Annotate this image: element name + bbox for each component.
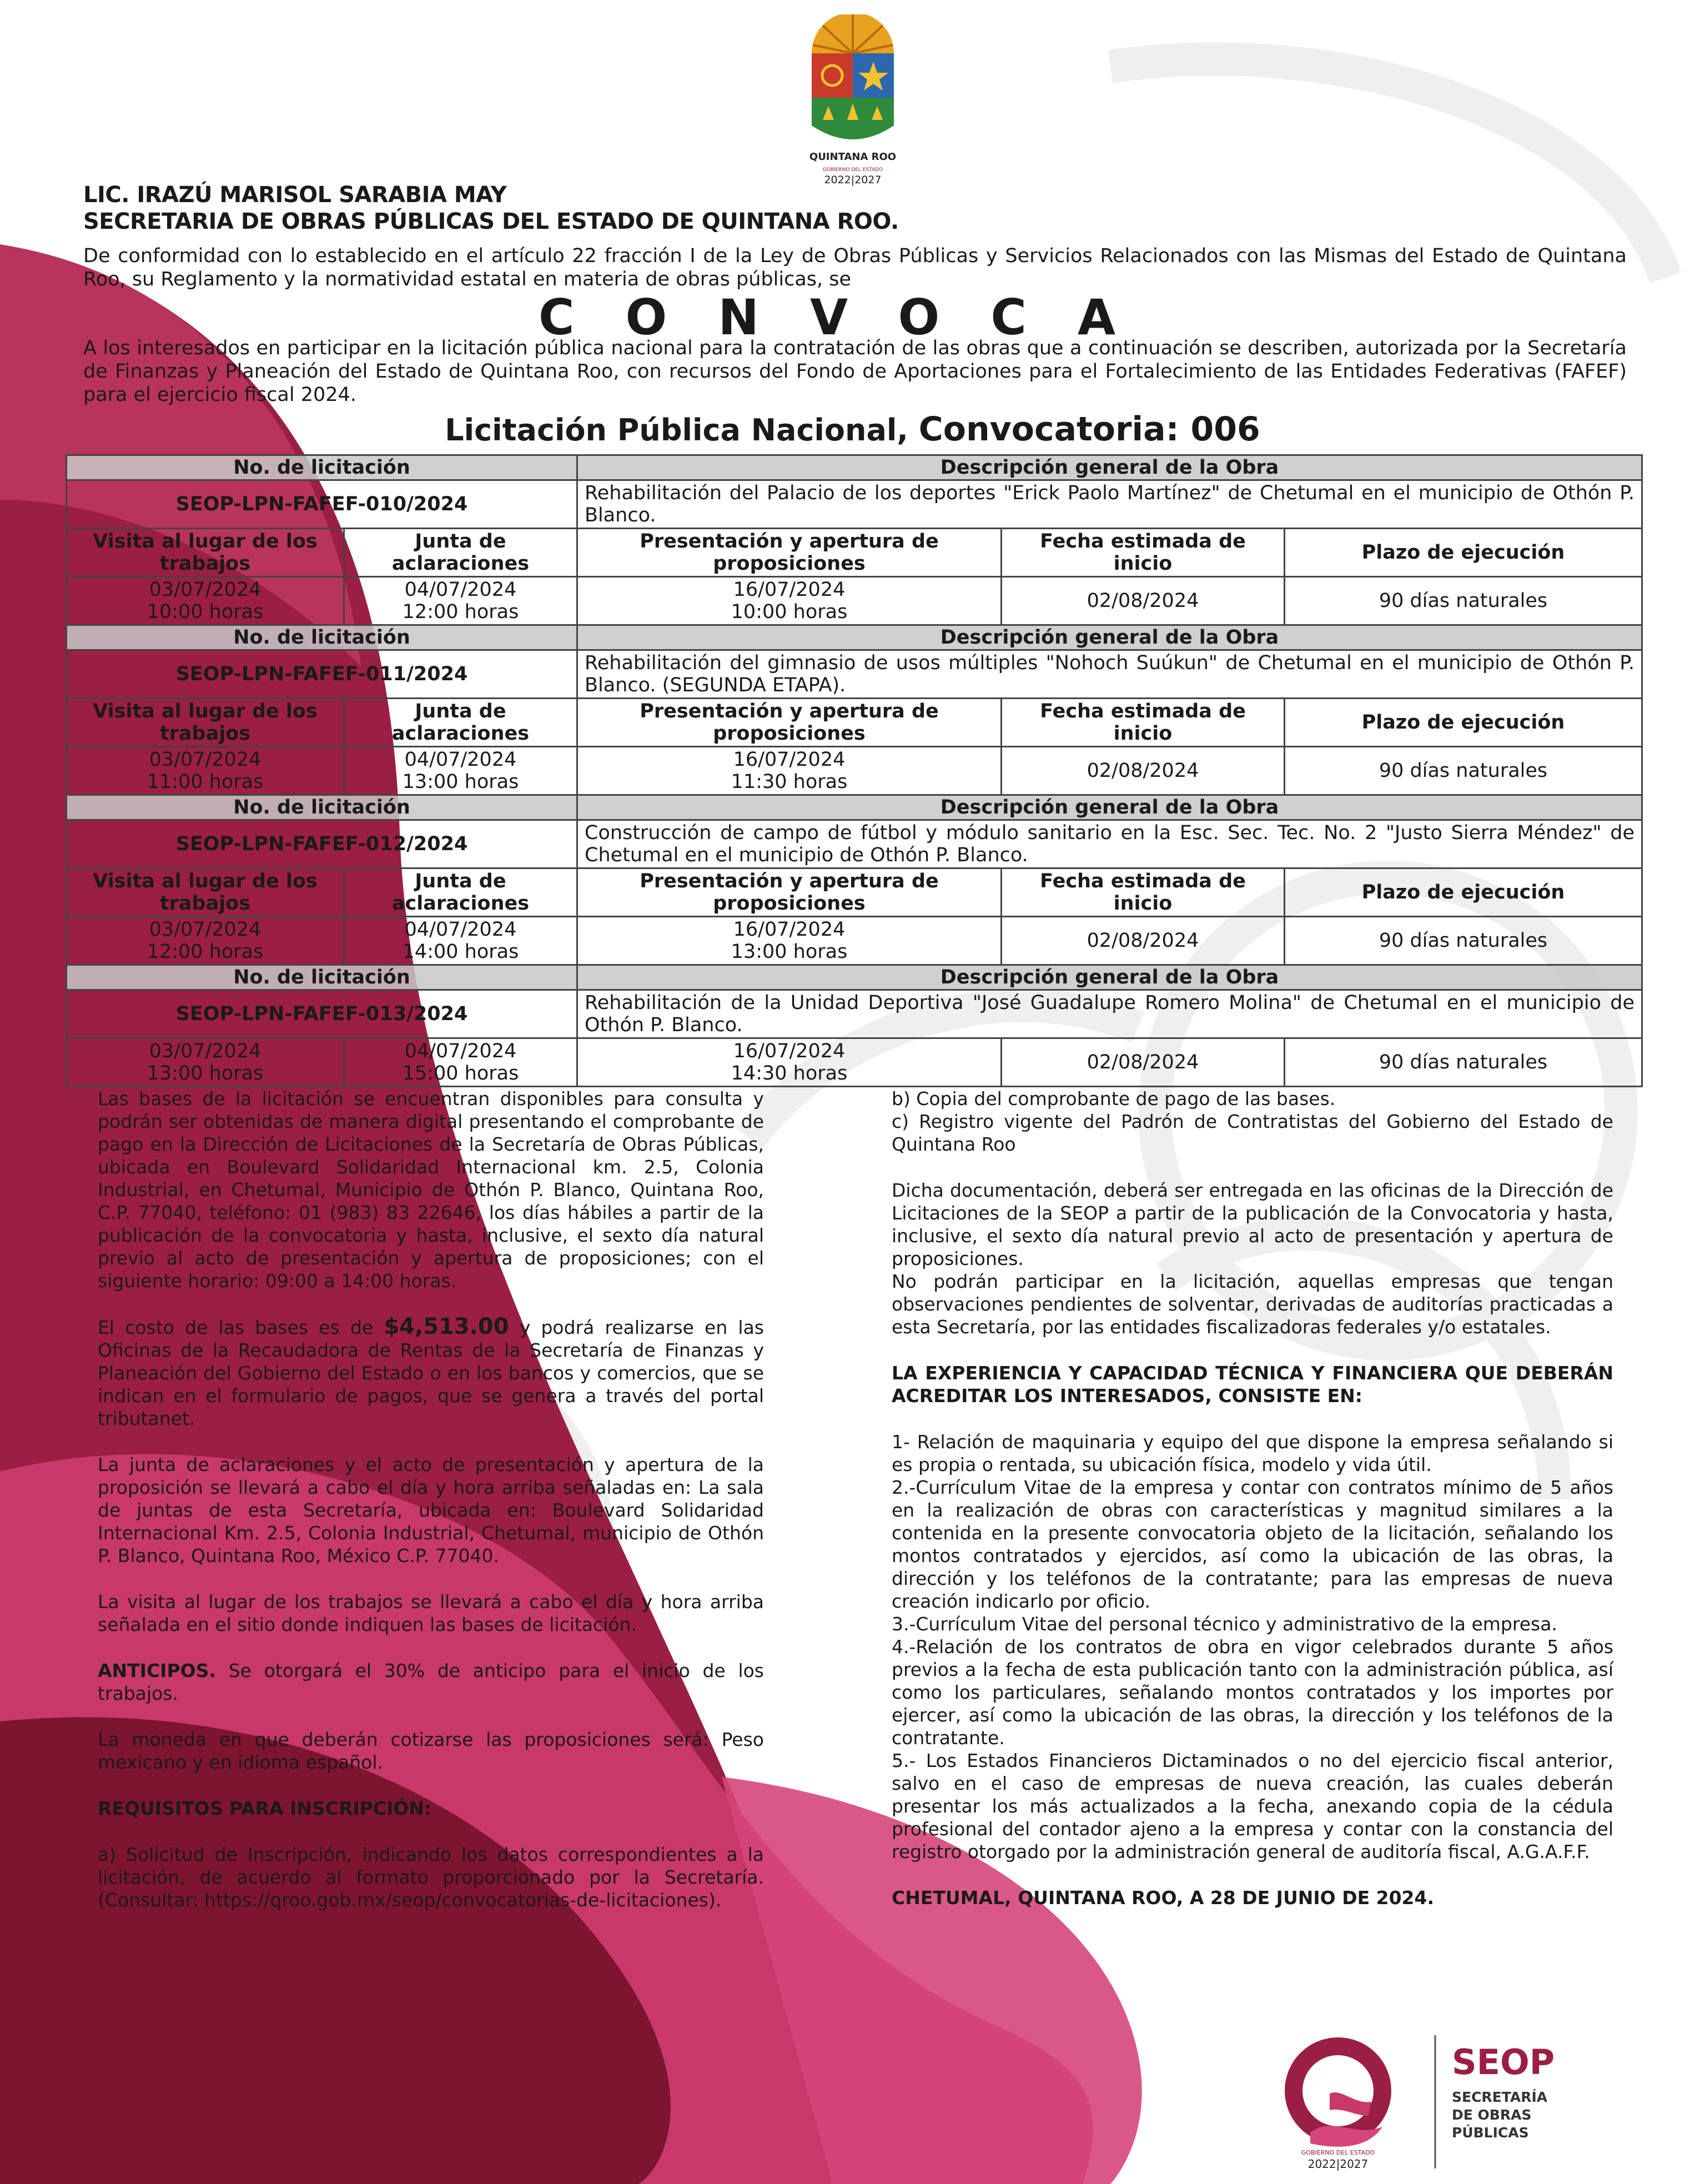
- plazo-cell: 90 días naturales: [1285, 747, 1642, 795]
- visita-cell: [67, 577, 344, 625]
- header-descripcion: Descripción general de la Obra: [577, 795, 1642, 820]
- bases-cost: $4,513.00: [384, 1314, 509, 1339]
- presentacion-cell: [577, 747, 1002, 795]
- table-row: [67, 990, 1642, 1038]
- closing-line: CHETUMAL, QUINTANA ROO, A 28 DE JUNIO DE 2024.: [892, 1887, 1434, 1909]
- header-descripcion: Descripción general de la Obra: [577, 455, 1642, 480]
- header-presentacion: Presentación y apertura de proposiciones: [577, 868, 1002, 917]
- junta-paragraph: La junta de aclaraciones y el acto de presentación y apertura de la proposición se llevará a cabo el día y hora arriba señaladas en: La sala de juntas de esta Secretaría, ubicada en: Boulevard Solidaridad Internacional Km. 2.5, Colonia Industrial, Chetumal, municipio de Othón P. Blanco, Quintana Roo, México C.P. 77040.: [98, 1454, 764, 1567]
- moneda-paragraph: La moneda en que deberán cotizarse las proposiciones será: Peso mexicano y en idioma español.: [98, 1729, 764, 1773]
- convocatoria-title: [0, 410, 1705, 449]
- table-row: [67, 480, 1642, 529]
- header-fecha-inicio: Fecha estimada de inicio: [1002, 868, 1285, 917]
- presentacion-cell: [577, 917, 1002, 965]
- visita-cell-line: 03/07/2024: [149, 749, 261, 771]
- logo-years: 2022|2027: [824, 174, 882, 186]
- header-plazo: Plazo de ejecución: [1285, 699, 1642, 747]
- requisito-4: 4.-Relación de los contratos de obra en vigor celebrados durante 5 años previos a la fecha de esta publicación tanto con la administración pública, así como los particulares, señalando montos contratados y los importes por ejercer, así como la ubicación de las obras, la dirección y los teléfonos de la contratante.: [892, 1636, 1613, 1749]
- convocatoria-title-a: Licitación Pública Nacional,: [445, 413, 919, 448]
- header-no-licitacion: No. de licitación: [67, 625, 577, 650]
- visita-cell-line: 12:00 horas: [147, 941, 264, 963]
- header-fecha-inicio: Fecha estimada de inicio: [1002, 529, 1285, 577]
- header-descripcion: Descripción general de la Obra: [577, 965, 1642, 990]
- table-header-row: [67, 455, 1642, 480]
- header-junta: Junta de aclaraciones: [344, 529, 577, 577]
- documentacion-paragraph: Dicha documentación, deberá ser entregada en las oficinas de la Dirección de Licitaciones de la SEOP a partir de la publicación de la Convocatoria y hasta, inclusive, el sexto día natural previo al acto de presentación y apertura de proposiciones.: [892, 1179, 1613, 1269]
- licitacion-descripcion: Rehabilitación de la Unidad Deportiva "José Guadalupe Romero Molina" de Chetumal en el municipio de Othón P. Blanco.: [577, 990, 1642, 1038]
- presentacion-cell-line: 13:00 horas: [731, 941, 848, 963]
- table-header-row: [67, 965, 1642, 990]
- licitacion-descripcion: Rehabilitación del gimnasio de usos múltiples "Nohoch Suúkun" de Chetumal en el municipio de Othón P. Blanco. (SEGUNDA ETAPA).: [577, 650, 1642, 699]
- convoca-paragraph: A los interesados en participar en la licitación pública nacional para la contratación de las obras que a continuación se describen, autorizada por la Secretaría de Finanzas y Planeación del Estado de Quintana Roo, con recursos del Fondo de Aportaciones para el Fortalecimiento de las Entidades Federativas (FAFEF) para el ejercicio fiscal 2024.: [83, 337, 1627, 406]
- requisito-3: 3.-Currículum Vitae del personal técnico y administrativo de la empresa.: [892, 1613, 1557, 1635]
- seop-logo: [1277, 2032, 1632, 2171]
- licitacion-descripcion: Construcción de campo de fútbol y módulo sanitario en la Esc. Sec. Tec. No. 2 "Justo Sierra Méndez" de Chetumal en el municipio de Othón P. Blanco.: [577, 820, 1642, 868]
- visita-cell-line: 11:00 horas: [147, 771, 264, 793]
- quintana-roo-crest-logo: [806, 14, 899, 187]
- presentacion-cell-line: 16/07/2024: [733, 918, 846, 941]
- visita-cell: [67, 917, 344, 965]
- presentacion-cell-line: 10:00 horas: [731, 601, 848, 623]
- footer-seop-l3: PÚBLICAS: [1452, 2125, 1529, 2141]
- header-no-licitacion: No. de licitación: [67, 795, 577, 820]
- footer-seop-l2: DE OBRAS: [1452, 2107, 1532, 2123]
- presentacion-cell-line: 14:30 horas: [731, 1062, 848, 1085]
- requisitos-heading: REQUISITOS PARA INSCRIPCIÓN:: [98, 1798, 432, 1819]
- table-subheader-row: [67, 699, 1642, 747]
- footer-years: 2022|2027: [1307, 2157, 1369, 2171]
- presentacion-cell: [577, 1038, 1002, 1087]
- plazo-cell: 90 días naturales: [1285, 917, 1642, 965]
- visita-cell-line: 03/07/2024: [149, 579, 261, 601]
- anticipos-paragraph: ANTICIPOS. Se otorgará el 30% de anticipo para el inicio de los trabajos.: [98, 1660, 764, 1704]
- presentacion-cell-line: 16/07/2024: [733, 749, 846, 771]
- header-presentacion: Presentación y apertura de proposiciones: [577, 529, 1002, 577]
- junta-cell-line: 13:00 horas: [402, 771, 519, 793]
- table-subheader-row: [67, 529, 1642, 577]
- junta-cell-line: 04/07/2024: [404, 918, 517, 941]
- logo-subtitle: GOBIERNO DEL ESTADO: [822, 167, 883, 173]
- table-row: [67, 820, 1642, 868]
- table-row: [67, 1038, 1642, 1087]
- fecha-inicio-cell: 02/08/2024: [1002, 747, 1285, 795]
- visita-cell-line: 03/07/2024: [149, 918, 261, 941]
- licitacion-numero: SEOP-LPN-FAFEF-011/2024: [67, 650, 577, 699]
- requisito-2: 2.-Currículum Vitae de la empresa y contar con contratos mínimo de 5 años en la realización de obras con características y magnitud similares a la contenida en la presente convocatoria objeto de la licitación, señalando los montos contratados y ejercidos, así como la ubicación de las obras, la dirección y los teléfonos de la contratante; para las empresas de nueva creación indicarlo por oficio.: [892, 1477, 1613, 1612]
- official-title: SECRETARIA DE OBRAS PÚBLICAS DEL ESTADO DE QUINTANA ROO.: [83, 209, 899, 234]
- visita-cell: [67, 1038, 344, 1087]
- table-header-row: [67, 625, 1642, 650]
- table-row: [67, 747, 1642, 795]
- requisito-c: c) Registro vigente del Padrón de Contratistas del Gobierno del Estado de Quintana Roo: [892, 1111, 1613, 1155]
- presentacion-cell-line: 16/07/2024: [733, 1040, 846, 1062]
- costo-paragraph: El costo de las bases es de $4,513.00 y podrá realizarse en las Oficinas de la Recaudadora de Rentas de la Secretaría de Finanzas y Planeación del Gobierno del Estado o en los bancos y comercios, que se indican en el formulario de pagos, que se genera a través del portal tributanet.: [98, 1314, 765, 1429]
- licitacion-numero: SEOP-LPN-FAFEF-010/2024: [67, 480, 577, 529]
- licitacion-numero: SEOP-LPN-FAFEF-013/2024: [67, 990, 577, 1038]
- junta-cell-line: 14:00 horas: [402, 941, 519, 963]
- junta-cell-line: 15:00 horas: [402, 1062, 519, 1085]
- presentacion-cell: [577, 577, 1002, 625]
- junta-cell: [344, 1038, 577, 1087]
- visita-cell-line: 03/07/2024: [149, 1040, 261, 1062]
- table-subheader-row: [67, 868, 1642, 917]
- table-row: [67, 650, 1642, 699]
- footer-seop: SEOP: [1452, 2042, 1555, 2082]
- header-plazo: Plazo de ejecución: [1285, 529, 1642, 577]
- requisito-5: 5.- Los Estados Financieros Dictaminados o no del ejercicio fiscal anterior, salvo en el caso de empresas de nueva creación, las cuales deberán presentar los más actualizados a la fecha, anexando copia de la cédula profesional del contador ajeno a la empresa y contar con la constancia del registro otorgado por la administración general de auditoría fiscal, A.G.A.F.F.: [892, 1750, 1613, 1862]
- table-row: [67, 917, 1642, 965]
- no-participar-paragraph: No podrán participar en la licitación, aquellas empresas que tengan observaciones pendientes de solventar, derivadas de auditorías practicadas a esta Secretaría, por las entidades fiscalizadoras federales y/o estatales.: [892, 1271, 1613, 1338]
- table-header-row: [67, 795, 1642, 820]
- footer-gob: GOBIERNO DEL ESTADO: [1301, 2149, 1375, 2156]
- fecha-inicio-cell: 02/08/2024: [1002, 577, 1285, 625]
- header-junta: Junta de aclaraciones: [344, 868, 577, 917]
- visita-cell: [67, 747, 344, 795]
- official-name: LIC. IRAZÚ MARISOL SARABIA MAY: [83, 182, 507, 208]
- junta-cell: [344, 577, 577, 625]
- visita-cell-line: 10:00 horas: [147, 601, 264, 623]
- footer-seop-l1: SECRETARÍA: [1452, 2089, 1548, 2105]
- visita-paragraph: La visita al lugar de los trabajos se llevará a cabo el día y hora arriba señalada en el sitio donde indiquen las bases de licitación.: [98, 1591, 764, 1635]
- header-no-licitacion: No. de licitación: [67, 965, 577, 990]
- header-visita: Visita al lugar de los trabajos: [67, 529, 344, 577]
- header-descripcion: Descripción general de la Obra: [577, 625, 1642, 650]
- logo-name: QUINTANA ROO: [809, 151, 897, 163]
- requisito-1: 1- Relación de maquinaria y equipo del que dispone la empresa señalando si es propia o rentada, su ubicación física, modelo y vida útil.: [892, 1431, 1613, 1475]
- junta-cell-line: 04/07/2024: [404, 749, 517, 771]
- junta-cell-line: 04/07/2024: [404, 1040, 517, 1062]
- plazo-cell: 90 días naturales: [1285, 577, 1642, 625]
- fecha-inicio-cell: 02/08/2024: [1002, 1038, 1285, 1087]
- junta-cell-line: 04/07/2024: [404, 579, 517, 601]
- presentacion-cell-line: 11:30 horas: [731, 771, 848, 793]
- header-visita: Visita al lugar de los trabajos: [67, 868, 344, 917]
- licitacion-numero: SEOP-LPN-FAFEF-012/2024: [67, 820, 577, 868]
- junta-cell-line: 12:00 horas: [402, 601, 519, 623]
- licitacion-descripcion: Rehabilitación del Palacio de los deportes "Erick Paolo Martínez" de Chetumal en el municipio de Othón P. Blanco.: [577, 480, 1642, 529]
- requisito-b: b) Copia del comprobante de pago de las bases.: [892, 1088, 1336, 1109]
- header-plazo: Plazo de ejecución: [1285, 868, 1642, 917]
- right-column: [892, 1087, 1613, 1932]
- gobierno-q-logo: [1294, 2046, 1382, 2147]
- header-fecha-inicio: Fecha estimada de inicio: [1002, 699, 1285, 747]
- left-column: [98, 1087, 764, 1935]
- convoca-heading: CONVOCA: [538, 289, 1167, 346]
- experiencia-heading: LA EXPERIENCIA Y CAPACIDAD TÉCNICA Y FINANCIERA QUE DEBERÁN ACREDITAR LOS INTERESADOS, CONSISTE EN:: [892, 1362, 1613, 1407]
- junta-cell: [344, 747, 577, 795]
- convocatoria-title-b: Convocatoria: 006: [918, 410, 1260, 449]
- licitaciones-table: [66, 454, 1643, 1087]
- intro-paragraph: De conformidad con lo establecido en el artículo 22 fracción I de la Ley de Obras Públicas y Servicios Relacionados con las Mismas del Estado de Quintana Roo, su Reglamento y la normatividad estatal en materia de obras públicas, se: [83, 245, 1627, 290]
- header-visita: Visita al lugar de los trabajos: [67, 699, 344, 747]
- fecha-inicio-cell: 02/08/2024: [1002, 917, 1285, 965]
- junta-cell: [344, 917, 577, 965]
- table-row: [67, 577, 1642, 625]
- header-no-licitacion: No. de licitación: [67, 455, 577, 480]
- plazo-cell: 90 días naturales: [1285, 1038, 1642, 1087]
- presentacion-cell-line: 16/07/2024: [733, 579, 846, 601]
- header-junta: Junta de aclaraciones: [344, 699, 577, 747]
- visita-cell-line: 13:00 horas: [147, 1062, 264, 1085]
- bases-paragraph: Las bases de la licitación se encuentran disponibles para consulta y podrán ser obtenidas de manera digital presentando el comprobante de pago en la Dirección de Licitaciones de la Secretaría de Obras Públicas, ubicada en Boulevard Solidaridad Internacional km. 2.5, Colonia Industrial, en Chetumal, Municipio de Othón P. Blanco, Quintana Roo, C.P. 77040, teléfono: 01 (983) 83 22646, los días hábiles a partir de la publicación de la convocatoria y hasta, inclusive, el sexto día natural previo al acto de presentación y apertura de proposiciones; con el siguiente horario: 09:00 a 14:00 horas.: [98, 1088, 764, 1292]
- header-presentacion: Presentación y apertura de proposiciones: [577, 699, 1002, 747]
- requisito-a: a) Solicitud de Inscripción, indicando los datos correspondientes a la licitación, de acuerdo al formato proporcionado por la Secretaría. (Consultar: https://qroo.gob.mx/seop/convocatorias-de-licitaciones).: [98, 1844, 764, 1911]
